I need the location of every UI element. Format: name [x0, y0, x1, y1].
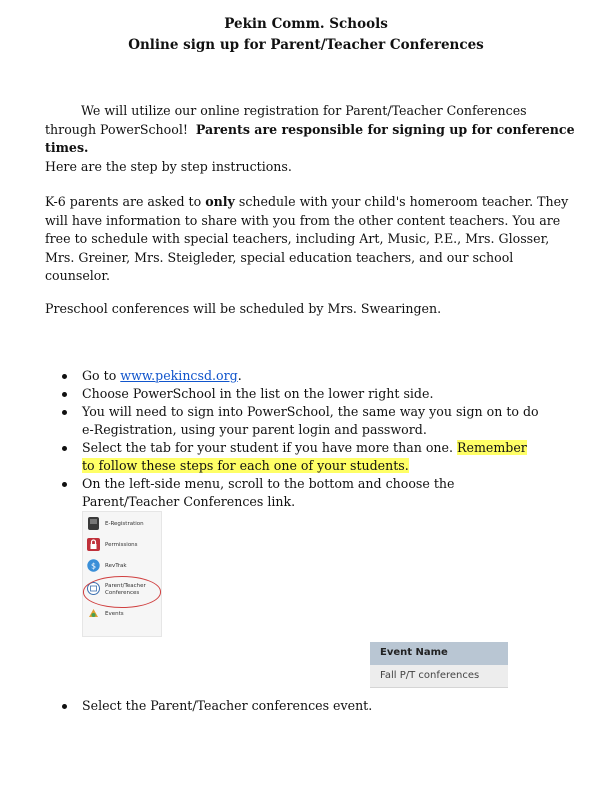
- bullet-icon: [62, 410, 67, 415]
- intro-bold-text: Parents are responsible for signing up for conference times.: [45, 121, 575, 155]
- intro-paragraph: [45, 102, 575, 176]
- event-table-header: [370, 642, 508, 665]
- step-item: [62, 367, 542, 385]
- event-name-header: Event Name: [380, 647, 448, 658]
- preschool-paragraph: Preschool conferences will be scheduled by Mrs. Swearingen.: [45, 301, 442, 316]
- intro-text: We will utilize our online registration for Parent/Teacher Conferences through PowerSchool!: [45, 103, 527, 137]
- highlight-circle: [83, 576, 161, 608]
- school-name: Pekin Comm. Schools: [224, 16, 388, 32]
- menu-item-label: E-Registration: [105, 521, 144, 527]
- event-table: [370, 642, 508, 688]
- menu-item-eregistration[interactable]: [87, 515, 159, 533]
- menu-item-label: Parent/Teacher Conferences: [105, 583, 146, 596]
- k6-text-b: schedule with your child's homeroom teacher. They will have information to share with you from the other content teachers. You are free to schedule with special teachers, including Art, Music, P.E., Mrs. Glosser, Mrs. Greiner, Mrs. Steigleder, special education teachers, and our school counselor.: [45, 194, 569, 283]
- k6-paragraph: [45, 193, 575, 286]
- step1-period: .: [237, 368, 242, 383]
- intro-instructions-text: Here are the step by step instructions.: [45, 158, 292, 174]
- svg-text:$: $: [90, 561, 97, 571]
- step4-text: Select the tab for your student if you have more than one.: [82, 440, 458, 455]
- events-icon: [87, 607, 100, 620]
- step-item: [62, 475, 542, 511]
- step6-text: Select the Parent/Teacher conferences event.: [82, 698, 373, 713]
- menu-item-label: RevTrak: [105, 563, 127, 569]
- event-table-row[interactable]: [370, 665, 508, 688]
- step-item: [62, 439, 542, 475]
- step1-text: Go to: [82, 368, 121, 383]
- menu-item-events[interactable]: [87, 605, 159, 623]
- step3-text: You will need to sign into PowerSchool, the same way you sign on to do e-Registration, using your parent login and password.: [82, 404, 539, 437]
- menu-item-label: Events: [105, 611, 124, 617]
- step-item: [62, 403, 542, 439]
- bullet-icon: [62, 374, 67, 379]
- step4-highlight: Remember to follow these steps for each one of your students.: [82, 440, 527, 473]
- bullet-icon: [62, 704, 67, 709]
- menu-screenshot: [82, 511, 162, 637]
- event-name-cell: Fall P/T conferences: [380, 670, 480, 681]
- eregistration-icon: [87, 517, 100, 530]
- lock-icon: [87, 538, 100, 551]
- menu-item-permissions[interactable]: [87, 536, 159, 554]
- bullet-icon: [62, 446, 67, 451]
- k6-bold-only: only: [205, 194, 235, 209]
- steps-list: [62, 367, 542, 511]
- step-item: [62, 385, 542, 403]
- k6-text-a: K-6 parents are asked to: [45, 194, 206, 209]
- menu-item-label: Permissions: [105, 542, 138, 548]
- district-website-link[interactable]: www.pekincsd.org: [120, 368, 238, 383]
- step2-text: Choose PowerSchool in the list on the lower right side.: [82, 386, 434, 401]
- step5-text: On the left-side menu, scroll to the bottom and choose the Parent/Teacher Conferences link.: [82, 476, 455, 509]
- dollar-icon: [87, 559, 100, 572]
- menu-item-revtrak[interactable]: [87, 557, 159, 575]
- bullet-icon: [62, 392, 67, 397]
- document-title: Online sign up for Parent/Teacher Conferences: [128, 37, 484, 53]
- bullet-icon: [62, 482, 67, 487]
- step-item: [62, 697, 372, 715]
